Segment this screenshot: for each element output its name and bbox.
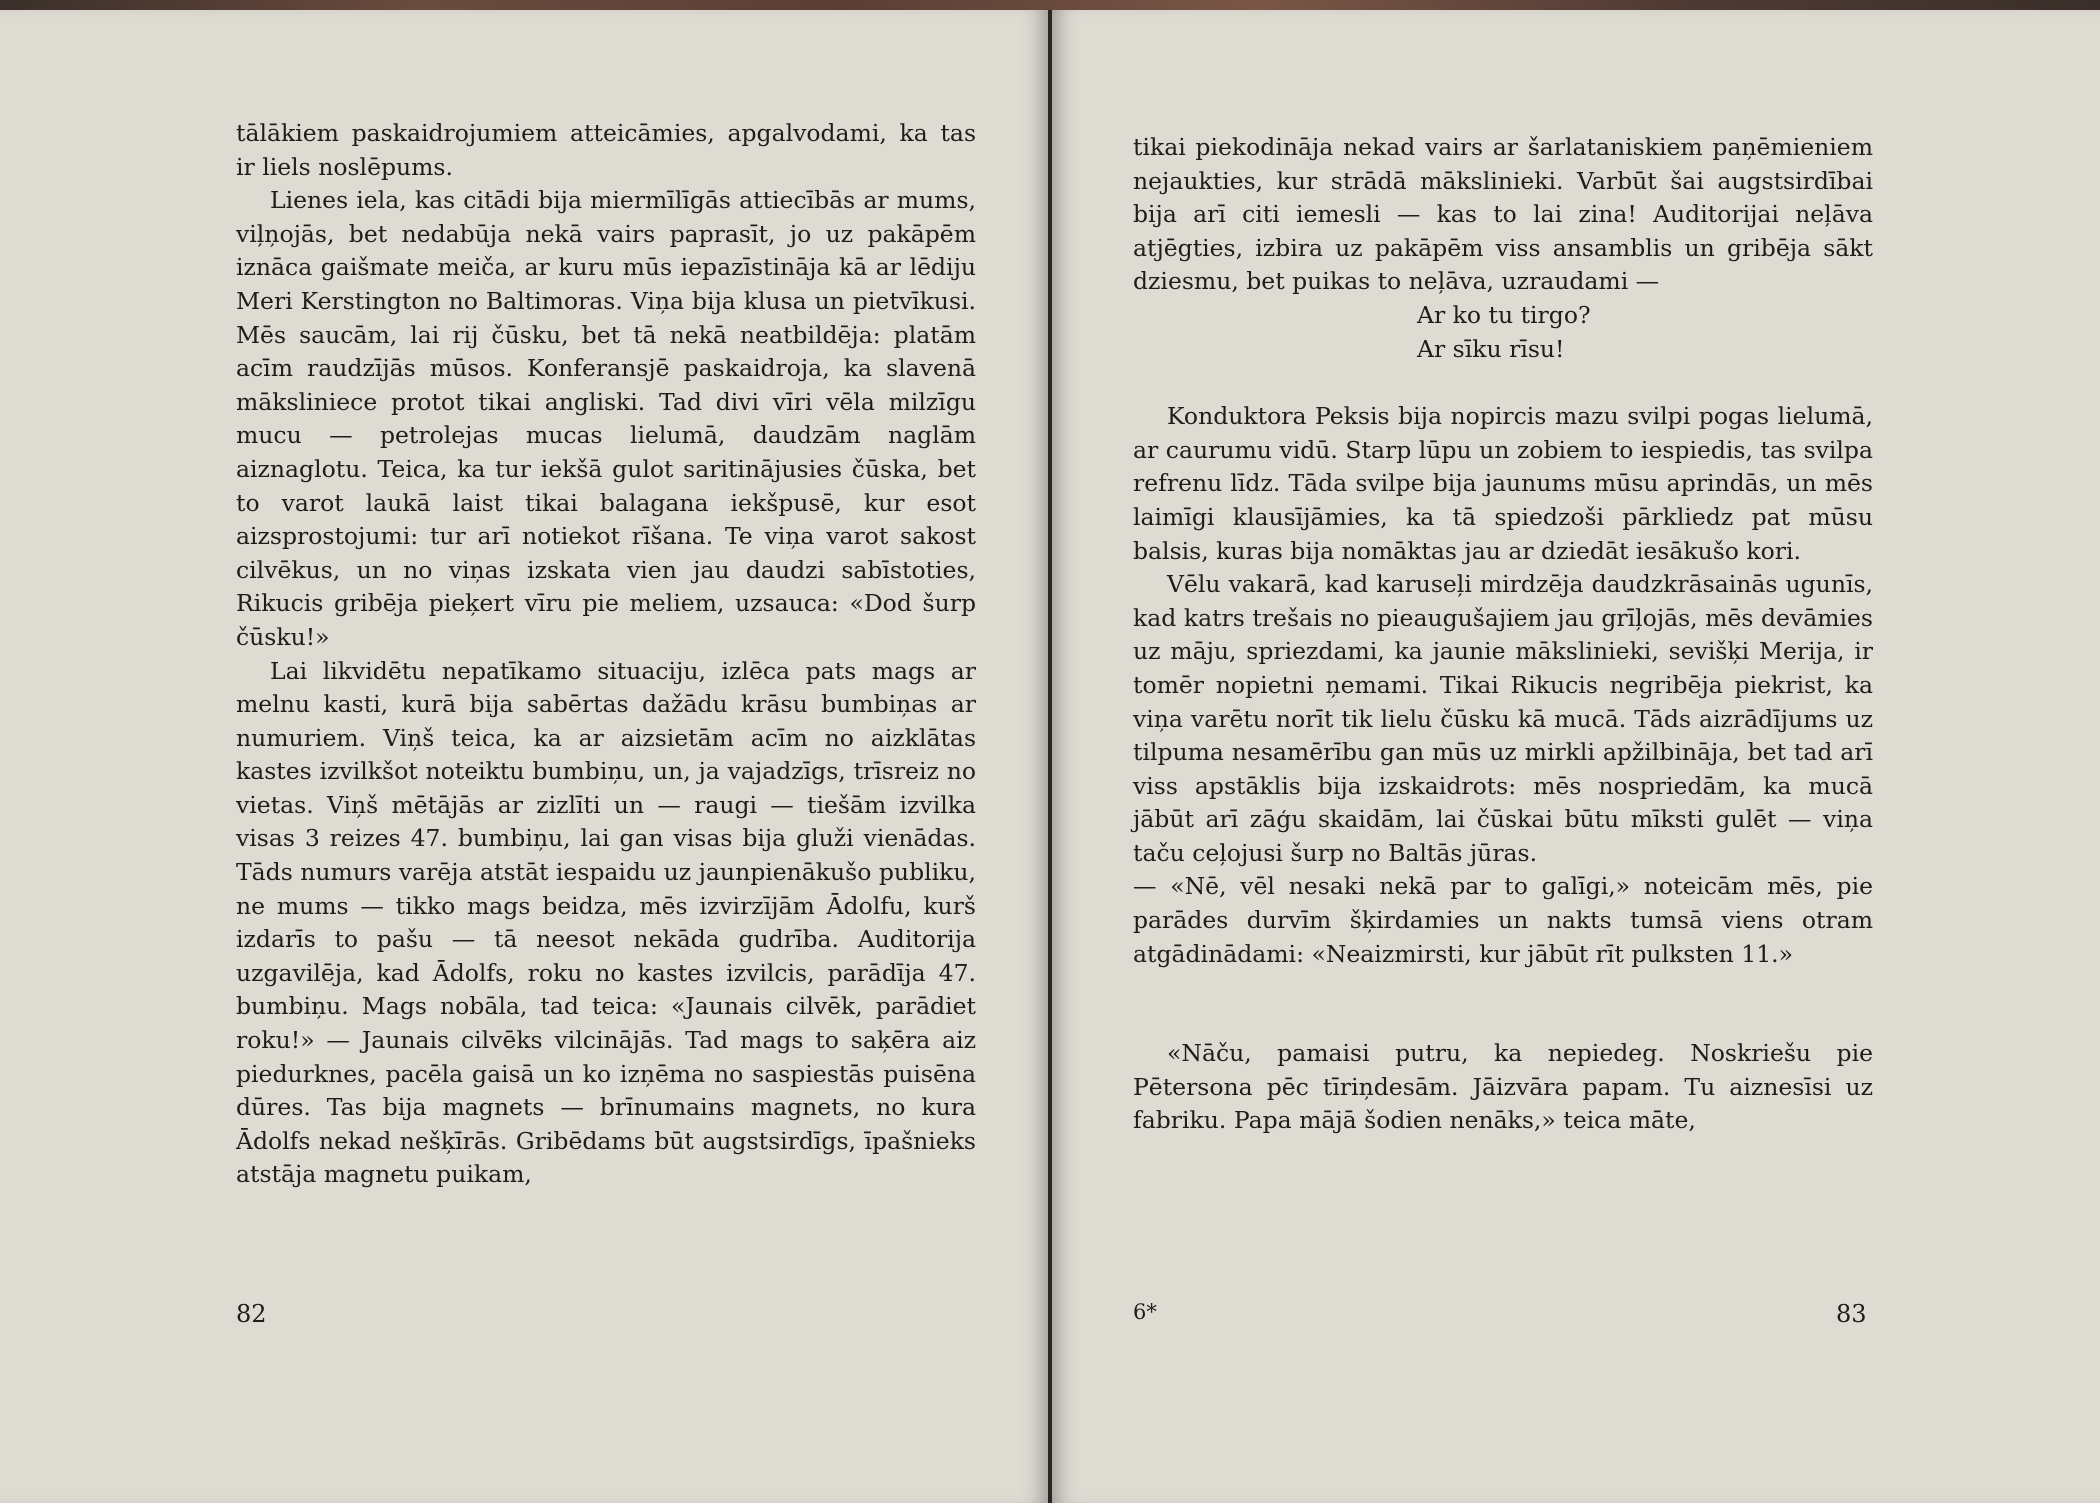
paragraph: Lienes iela, kas citādi bija miermīlīgās attiecībās ar mums, viļņojās, bet nedabūja nekā vairs paprasīt, jo uz pakāpēm iznāca gaišmate meiča, ar kuru mūs iepazīstināja kā ar lēdiju Meri Kerstington no Baltimoras. Viņa bija klusa un pietvīkusi. Mēs saucām, lai rij čūsku, bet tā nekā neatbildēja: platām acīm raudzījās mūsos. Konferansjē paskaidroja, ka slavenā māksliniece protot tikai angliski. Tad divi vīri vēla milzīgu mucu — petrolejas mucas lielumā, daudzām naglām aiznaglotu. Teica, ka tur iekšā gulot saritinājusies čūska, bet to varot laukā laist tikai balagana iekšpusē, kur esot aizsprostojumi: tur arī notiekot rīšana. Te viņa varot sakost cilvēkus, un no viņas izskata vien jau daudzi sabīstoties, Rikucis gribēja pieķert vīru pie meliem, uzsauca: «Dod šurp čūsku!» <box>236 186 976 651</box>
verse-line: Ar ko tu tirgo? <box>1417 300 1591 329</box>
left-page-text <box>236 117 976 1192</box>
page-number-left: 82 <box>236 1300 267 1328</box>
right-page-text <box>1133 131 1873 1138</box>
page-number-right: 83 <box>1836 1300 1867 1328</box>
verse-line: Ar sīku rīsu! <box>1417 334 1565 363</box>
paragraph: tikai piekodināja nekad vairs ar šarlataniskiem paņēmieniem nejaukties, kur strādā mākslinieki. Varbūt šai augstsirdībai bija arī citi iemesli — kas to lai zina! Auditorijai neļāva atjēgties, izbira uz pakāpēm viss ansamblis un gribēja sākt dziesmu, bet puikas to neļāva, uzraudami — <box>1133 133 1873 296</box>
paragraph: Lai likvidētu nepatīkamo situaciju, izlēca pats mags ar melnu kasti, kurā bija sabērtas dažādu krāsu bumbiņas ar numuriem. Viņš teica, ka ar aizsietām acīm no aizklātas kastes izvilkšot noteiktu bumbiņu, un, ja vajadzīgs, trīsreiz no vietas. Viņš mētājās ar zizlīti un — raugi — tiešām izvilka visas 3 reizes 47. bumbiņu, lai gan visas bija gluži vienādas. Tāds numurs varēja atstāt iespaidu uz jaunpienākušo publiku, ne mums — tikko mags beidza, mēs izvirzījām Ādolfu, kurš izdarīs to pašu — tā neesot nekāda gudrība. Auditorija uzgavilēja, kad Ādolfs, roku no kastes izvilcis, parādīja 47. bumbiņu. Mags nobāla, tad teica: «Jaunais cilvēk, parādiet roku!» — Jaunais cilvēks vilcinājās. Tad mags to saķēra aiz piedurknes, pacēla gaisā un ko izņēma no saspiestās puisēna dūres. Tas bija magnets — brīnumains magnets, no kura Ādolfs nekad nešķīrās. Gribēdams būt augstsirdīgs, īpašnieks atstāja magnetu puikam, <box>236 656 976 1189</box>
signature-mark: 6* <box>1133 1300 1157 1324</box>
paragraph: tālākiem paskaidrojumiem atteicāmies, apgalvodami, ka tas ir liels noslēpums. <box>236 119 976 181</box>
section-gap <box>1133 366 1873 400</box>
paragraph: Vēlu vakarā, kad karuseļi mirdzēja daudzkrāsainās ugunīs, kad katrs trešais no pieaugušajiem jau grīļojās, mēs devāmies uz māju, spriezdami, ka jaunie mākslinieki, sevišķi Merija, ir tomēr nopietni ņemami. Tikai Rikucis negribēja piekrist, ka viņa varētu norīt tik lielu čūsku kā mucā. Tāds aizrādījums uz tilpuma nesamērību gan mūs uz mirkli apžilbināja, bet tad arī viss apstāklis bija izskaidrots: mēs nospriedām, ka mucā jābūt arī zāģu skaidām, lai čūskai būtu mīksti gulēt — viņa taču ceļojusi šurp no Baltās jūras. <box>1133 570 1873 867</box>
section-gap <box>1133 971 1873 1037</box>
paragraph: Konduktora Peksis bija nopircis mazu svilpi pogas lielumā, ar caurumu vidū. Starp lūpu un zobiem to iespiedis, tas svilpa refrenu līdz. Tāda svilpe bija jaunums mūsu aprindās, un mēs laimīgi klausījāmies, ka tā spiedzoši pārkliedz pat mūsu balsis, kuras bija nomāktas jau ar dziedāt iesākušo kori. <box>1133 402 1873 565</box>
paragraph: — «Nē, vēl nesaki nekā par to galīgi,» noteicām mēs, pie parādes durvīm šķirdamies un nakts tumsā viens otram atgādinādami: «Neaizmirsti, kur jābūt rīt pulksten 11.» <box>1133 872 1873 968</box>
paragraph: «Nāču, pamaisi putru, ka nepiedeg. Noskriešu pie Pētersona pēc tīriņdesām. Jāizvāra papam. Tu aiznesīsi uz fabriku. Papa mājā šodien nenāks,» teica māte, <box>1133 1039 1873 1135</box>
